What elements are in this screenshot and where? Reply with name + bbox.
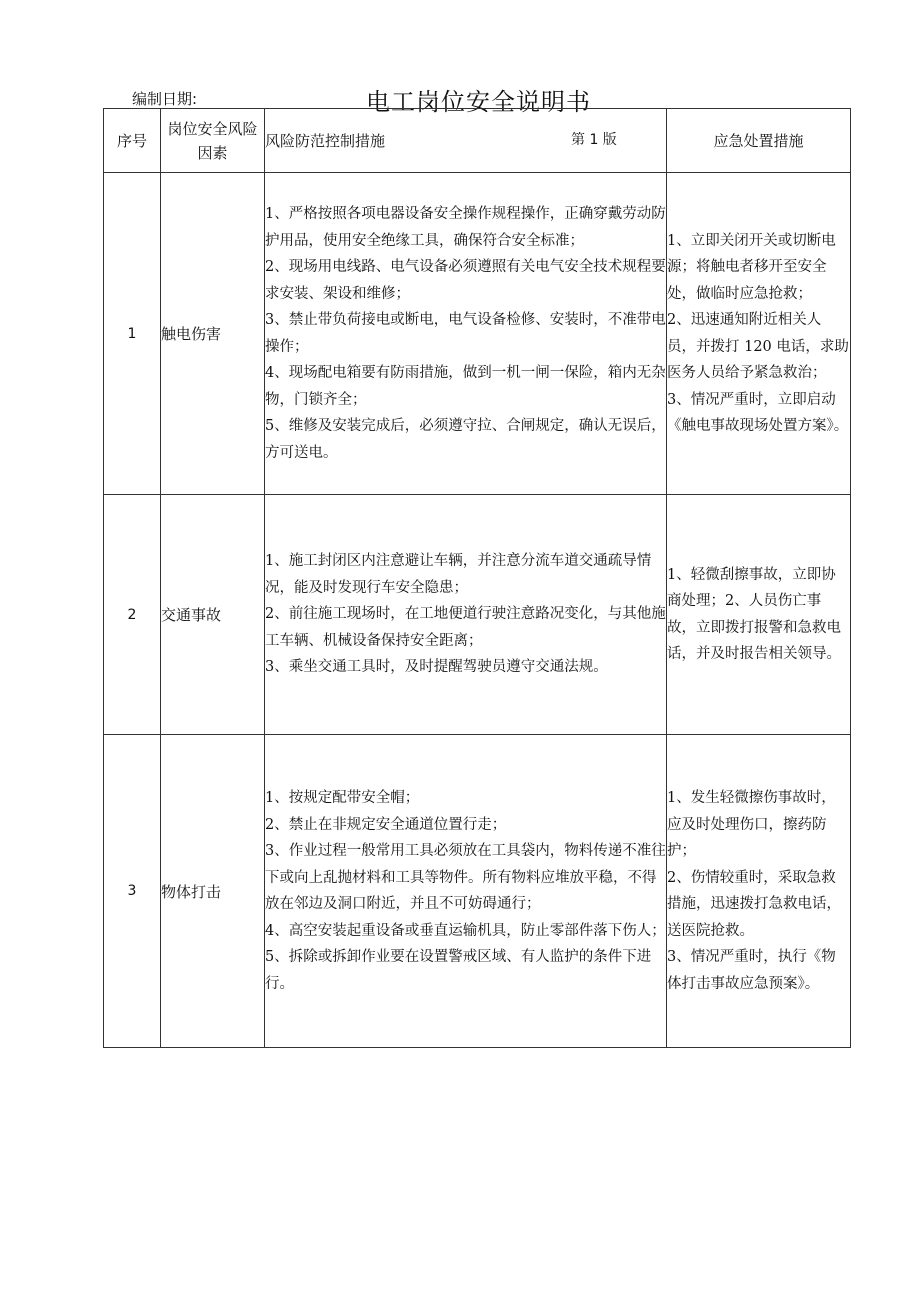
risk-factor: 交通事故 xyxy=(161,495,265,735)
row-number: 2 xyxy=(104,495,161,735)
measure-item: 1、施工封闭区内注意避让车辆，并注意分流车道交通疏导情况，能及时发现行车安全隐患； xyxy=(265,553,652,596)
column-header-emergency-measures: 应急处置措施 xyxy=(667,109,851,173)
measure-item: 3、禁止带负荷接电或断电，电气设备检修、安装时，不准带电操作； xyxy=(265,312,666,355)
risk-factor: 触电伤害 xyxy=(161,173,265,495)
emergency-item: 2、伤情较重时，采取急救措施，迅速拨打急救电话，送医院抢救。 xyxy=(667,869,841,939)
emergency-item: 1、立即关闭开关或切断电源；将触电者移开至安全处，做临时应急抢救； xyxy=(667,232,836,302)
row-number: 1 xyxy=(104,173,161,495)
emergency-item: 2、迅速通知附近相关人员，并拨打 120 电话，求助医务人员给予紧急救治； xyxy=(667,312,849,381)
safety-table xyxy=(103,108,851,1048)
column-header-no: 序号 xyxy=(104,109,161,173)
measure-item: 2、禁止在非规定安全通道位置行走； xyxy=(265,816,507,833)
control-measures xyxy=(265,735,667,1048)
emergency-item: 3、情况严重时，立即启动《触电事故现场处置方案》。 xyxy=(667,391,849,434)
emergency-measures xyxy=(667,495,851,735)
measure-item: 1、严格按照各项电器设备安全操作规程操作，正确穿戴劳动防护用品，使用安全绝缘工具，确保符合安全标准； xyxy=(265,206,666,249)
document-title: 电工岗位安全说明书 xyxy=(366,88,591,116)
table-row xyxy=(104,173,851,495)
column-header-risk-factor: 岗位安全风险因素 xyxy=(161,109,265,173)
table-row xyxy=(104,495,851,735)
measure-item: 4、高空安装起重设备或垂直运输机具，防止零部件落下伤人； xyxy=(265,922,666,939)
compile-date-label: 编制日期: xyxy=(132,90,198,108)
measure-item: 3、作业过程一般常用工具必须放在工具袋内，物料传递不准往下或向上乱抛材料和工具等物件。所有物料应堆放平稳，不得放在邻边及洞口附近，并且不可妨碍通行； xyxy=(265,843,666,912)
risk-factor: 物体打击 xyxy=(161,735,265,1048)
measure-item: 2、现场用电线路、电气设备必须遵照有关电气安全技术规程要求安装、架设和维修； xyxy=(265,259,666,302)
emergency-item: 3、情况严重时，执行《物体打击事故应急预案》。 xyxy=(667,949,836,992)
measure-item: 5、拆除或拆卸作业要在设置警戒区域、有人监护的条件下进行。 xyxy=(265,949,652,992)
emergency-item: 1、发生轻微擦伤事故时，应及时处理伤口，擦药防护； xyxy=(667,790,836,859)
measure-item: 2、前往施工现场时，在工地便道行驶注意路况变化，与其他施工车辆、机械设备保持安全距离； xyxy=(265,606,666,649)
measure-item: 4、现场配电箱要有防雨措施，做到一机一闸一保险，箱内无杂物，门锁齐全； xyxy=(265,365,666,408)
table-row xyxy=(104,735,851,1048)
measure-item: 3、乘坐交通工具时，及时提醒驾驶员遵守交通法规。 xyxy=(265,659,608,676)
edition-label: 第 1 版 xyxy=(571,132,617,148)
measure-item: 1、按规定配带安全帽； xyxy=(265,790,420,806)
row-number: 3 xyxy=(104,735,161,1048)
table-header-row xyxy=(104,109,851,173)
control-measures xyxy=(265,173,667,495)
column-header-control-measures: 风险防范控制措施 xyxy=(265,109,667,173)
control-measures xyxy=(265,495,667,735)
emergency-measures xyxy=(667,173,851,495)
emergency-measures xyxy=(667,735,851,1048)
emergency-item: 1、轻微刮擦事故，立即协商处理；2、人员伤亡事故，立即拨打报警和急救电话，并及时报告相关领导。 xyxy=(667,566,841,662)
measure-item: 5、维修及安装完成后，必须遵守拉、合闸规定，确认无误后，方可送电。 xyxy=(265,418,666,461)
